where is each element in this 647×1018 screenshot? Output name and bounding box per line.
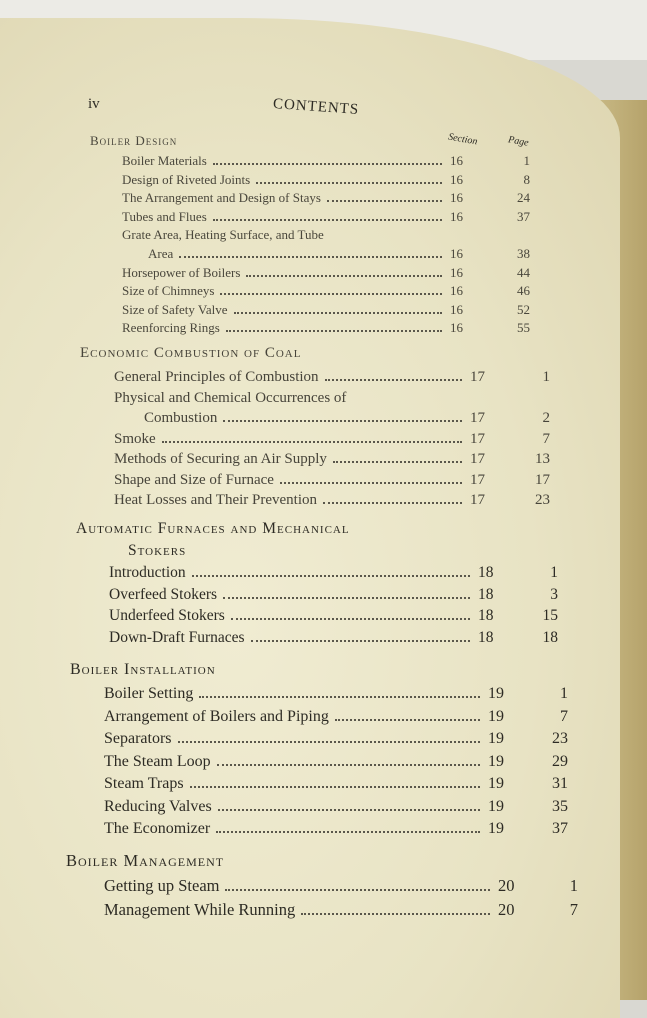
toc-entry[interactable] — [80, 369, 550, 390]
entry-page: 38 — [517, 245, 530, 261]
page-column-header: Page — [507, 134, 530, 149]
entry-title: Management While Running — [104, 899, 296, 919]
entry-title: Reducing Valves — [104, 797, 212, 815]
entry-page: 7 — [569, 899, 578, 919]
dot-leader — [223, 420, 462, 422]
entry-section: 17 — [470, 369, 485, 385]
entry-section: 18 — [478, 585, 494, 603]
toc-entry[interactable] — [66, 876, 578, 900]
dot-leader — [190, 786, 480, 788]
dot-leader — [217, 764, 480, 766]
entry-page: 24 — [517, 190, 530, 206]
entry-title: Shape and Size of Furnace — [114, 471, 274, 488]
toc-entry[interactable] — [66, 900, 578, 924]
page-title: CONTENTS — [272, 96, 360, 119]
dot-leader — [234, 312, 442, 314]
entry-page: 17 — [535, 471, 550, 488]
entry-title: Methods of Securing an Air Supply — [114, 451, 327, 467]
entry-section: 17 — [470, 410, 485, 426]
entry-page: 7 — [542, 430, 550, 447]
dot-leader — [223, 597, 470, 599]
entry-title: Introduction — [109, 564, 186, 581]
entry-title-continued: Area — [148, 245, 174, 261]
entry-page: 1 — [569, 876, 578, 895]
dot-leader — [178, 741, 480, 743]
dot-leader — [225, 889, 490, 891]
toc-group — [80, 345, 550, 513]
section-column-header: Section — [447, 131, 479, 148]
dot-leader — [231, 618, 470, 620]
entry-page: 1 — [523, 153, 530, 168]
dot-leader — [301, 913, 490, 915]
entry-section: 18 — [478, 607, 494, 625]
entry-title: Reenforcing Rings — [122, 320, 220, 336]
dot-leader — [246, 275, 442, 277]
toc-entry[interactable] — [90, 190, 530, 209]
dot-leader — [256, 182, 442, 184]
entry-section: 19 — [488, 730, 504, 747]
toc-entry[interactable] — [80, 431, 550, 452]
group-heading: Economic Combustion of Coal — [80, 345, 302, 361]
entry-title: Boiler Setting — [104, 685, 194, 702]
dot-leader — [323, 502, 462, 504]
entry-section: 20 — [498, 899, 515, 919]
toc-entry[interactable] — [90, 153, 530, 172]
toc-group — [76, 520, 558, 650]
entry-title: Size of Safety Valve — [122, 301, 228, 317]
page-header — [88, 96, 568, 120]
entry-page: 52 — [517, 301, 530, 317]
entry-section: 19 — [488, 752, 504, 770]
entry-page: 55 — [517, 320, 530, 336]
entry-page: 8 — [523, 171, 530, 187]
dot-leader — [213, 219, 442, 221]
dot-leader — [325, 379, 462, 381]
entry-section: 16 — [450, 264, 463, 280]
entry-page: 2 — [542, 410, 550, 426]
toc-entry-continued[interactable] — [80, 410, 550, 431]
toc-entry[interactable] — [70, 708, 568, 731]
entry-section: 16 — [450, 301, 463, 317]
entry-page: 37 — [517, 208, 530, 224]
entry-title: Size of Chimneys — [122, 283, 215, 299]
entry-title: Getting up Steam — [104, 876, 220, 895]
entry-section: 19 — [488, 820, 504, 837]
toc-entry[interactable] — [80, 451, 550, 472]
entry-page: 15 — [542, 607, 558, 625]
toc-entry[interactable] — [90, 283, 530, 302]
entry-title: Horsepower of Boilers — [122, 264, 241, 280]
toc-entry[interactable] — [70, 685, 568, 708]
group-heading: Boiler Management — [66, 851, 225, 870]
entry-page: 3 — [550, 585, 558, 603]
entry-section: 16 — [450, 153, 463, 168]
dot-leader — [213, 163, 442, 165]
dot-leader — [333, 461, 462, 463]
entry-page: 23 — [535, 492, 550, 508]
entry-section: 19 — [488, 775, 504, 792]
entry-section: 19 — [488, 707, 504, 725]
entry-section: 17 — [470, 492, 485, 508]
toc-entry[interactable] — [90, 172, 530, 191]
entry-page: 1 — [550, 564, 558, 581]
toc-entry[interactable] — [70, 753, 568, 776]
toc-entry[interactable] — [80, 472, 550, 493]
entry-page: 1 — [560, 685, 568, 702]
entry-section: 17 — [470, 430, 485, 447]
dot-leader — [335, 719, 480, 721]
entry-page: 44 — [517, 264, 530, 280]
entry-title: Tubes and Flues — [122, 208, 207, 224]
entry-page: 31 — [552, 775, 568, 792]
entry-page: 13 — [535, 451, 550, 467]
dot-leader — [216, 831, 480, 833]
entry-title: Smoke — [114, 430, 156, 447]
dot-leader — [199, 696, 480, 698]
entry-section: 18 — [478, 564, 494, 581]
toc-group — [66, 851, 578, 923]
entry-section: 16 — [450, 171, 463, 187]
page-number: iv — [88, 96, 100, 112]
entry-page: 29 — [552, 752, 568, 770]
group-heading: Automatic Furnaces and Mechanical — [76, 520, 350, 537]
entry-section: 17 — [470, 471, 485, 488]
toc-group — [70, 661, 568, 843]
dot-leader — [280, 482, 462, 484]
entry-section: 16 — [450, 283, 463, 299]
entry-title: Underfeed Stokers — [109, 607, 225, 625]
group-heading: Boiler Design — [90, 133, 178, 148]
entry-section: 17 — [470, 451, 485, 467]
toc-entry[interactable] — [70, 775, 568, 798]
entry-page: 35 — [552, 797, 568, 815]
entry-title: Boiler Materials — [122, 153, 207, 168]
toc-entry[interactable] — [70, 730, 568, 753]
entry-page: 23 — [552, 730, 568, 747]
toc-entry[interactable] — [70, 820, 568, 843]
toc-entry-continued[interactable] — [90, 246, 530, 265]
toc-entry[interactable] — [76, 607, 558, 629]
dot-leader — [226, 330, 442, 332]
entry-title: The Steam Loop — [104, 752, 211, 770]
entry-section: 16 — [450, 208, 463, 224]
entry-title-continued: Combustion — [144, 410, 218, 426]
toc-entry[interactable] — [80, 390, 550, 411]
toc-entry[interactable] — [76, 586, 558, 608]
entry-title: Heat Losses and Their Prevention — [114, 492, 318, 508]
toc-entry[interactable] — [80, 492, 550, 513]
group-heading: Boiler Installation — [70, 661, 216, 678]
entry-page: 1 — [542, 369, 550, 385]
entry-title: Design of Riveted Joints — [122, 171, 251, 187]
entry-title: Arrangement of Boilers and Piping — [104, 707, 329, 725]
entry-title: Down-Draft Furnaces — [109, 628, 245, 646]
entry-title: General Principles of Combustion — [114, 369, 319, 385]
entry-title: The Economizer — [104, 820, 211, 837]
group-heading-continued: Stokers — [128, 542, 187, 559]
dot-leader — [251, 640, 470, 642]
entry-title: Overfeed Stokers — [109, 585, 218, 603]
dot-leader — [220, 293, 442, 295]
entry-section: 19 — [488, 797, 504, 815]
entry-section: 18 — [478, 628, 494, 646]
entry-section: 16 — [450, 190, 463, 206]
entry-section: 16 — [450, 320, 463, 336]
entry-title: Grate Area, Heating Surface, and Tube — [122, 227, 324, 243]
entry-section: 19 — [488, 685, 504, 702]
entry-page: 46 — [517, 283, 530, 299]
entry-section: 20 — [498, 876, 515, 895]
entry-section: 16 — [450, 245, 463, 261]
entry-title: The Arrangement and Design of Stays — [122, 190, 321, 206]
toc-entry[interactable] — [76, 564, 558, 586]
entry-title: Separators — [104, 730, 172, 747]
toc-entry[interactable] — [76, 629, 558, 651]
dot-leader — [327, 200, 442, 202]
entry-title: Steam Traps — [104, 775, 184, 792]
toc-entry[interactable] — [90, 320, 530, 339]
entry-page: 18 — [542, 628, 558, 646]
toc-group — [90, 133, 530, 339]
entry-page: 7 — [560, 707, 568, 725]
dot-leader — [218, 809, 480, 811]
dot-leader — [162, 441, 462, 443]
toc-entry[interactable] — [90, 209, 530, 228]
toc-entry[interactable] — [70, 798, 568, 821]
dot-leader — [192, 575, 470, 577]
toc-entry[interactable] — [90, 302, 530, 321]
entry-page: 37 — [552, 820, 568, 837]
toc-entry[interactable] — [90, 227, 530, 246]
entry-title: Physical and Chemical Occurrences of — [114, 389, 347, 406]
dot-leader — [179, 256, 442, 258]
toc-entry[interactable] — [90, 265, 530, 284]
